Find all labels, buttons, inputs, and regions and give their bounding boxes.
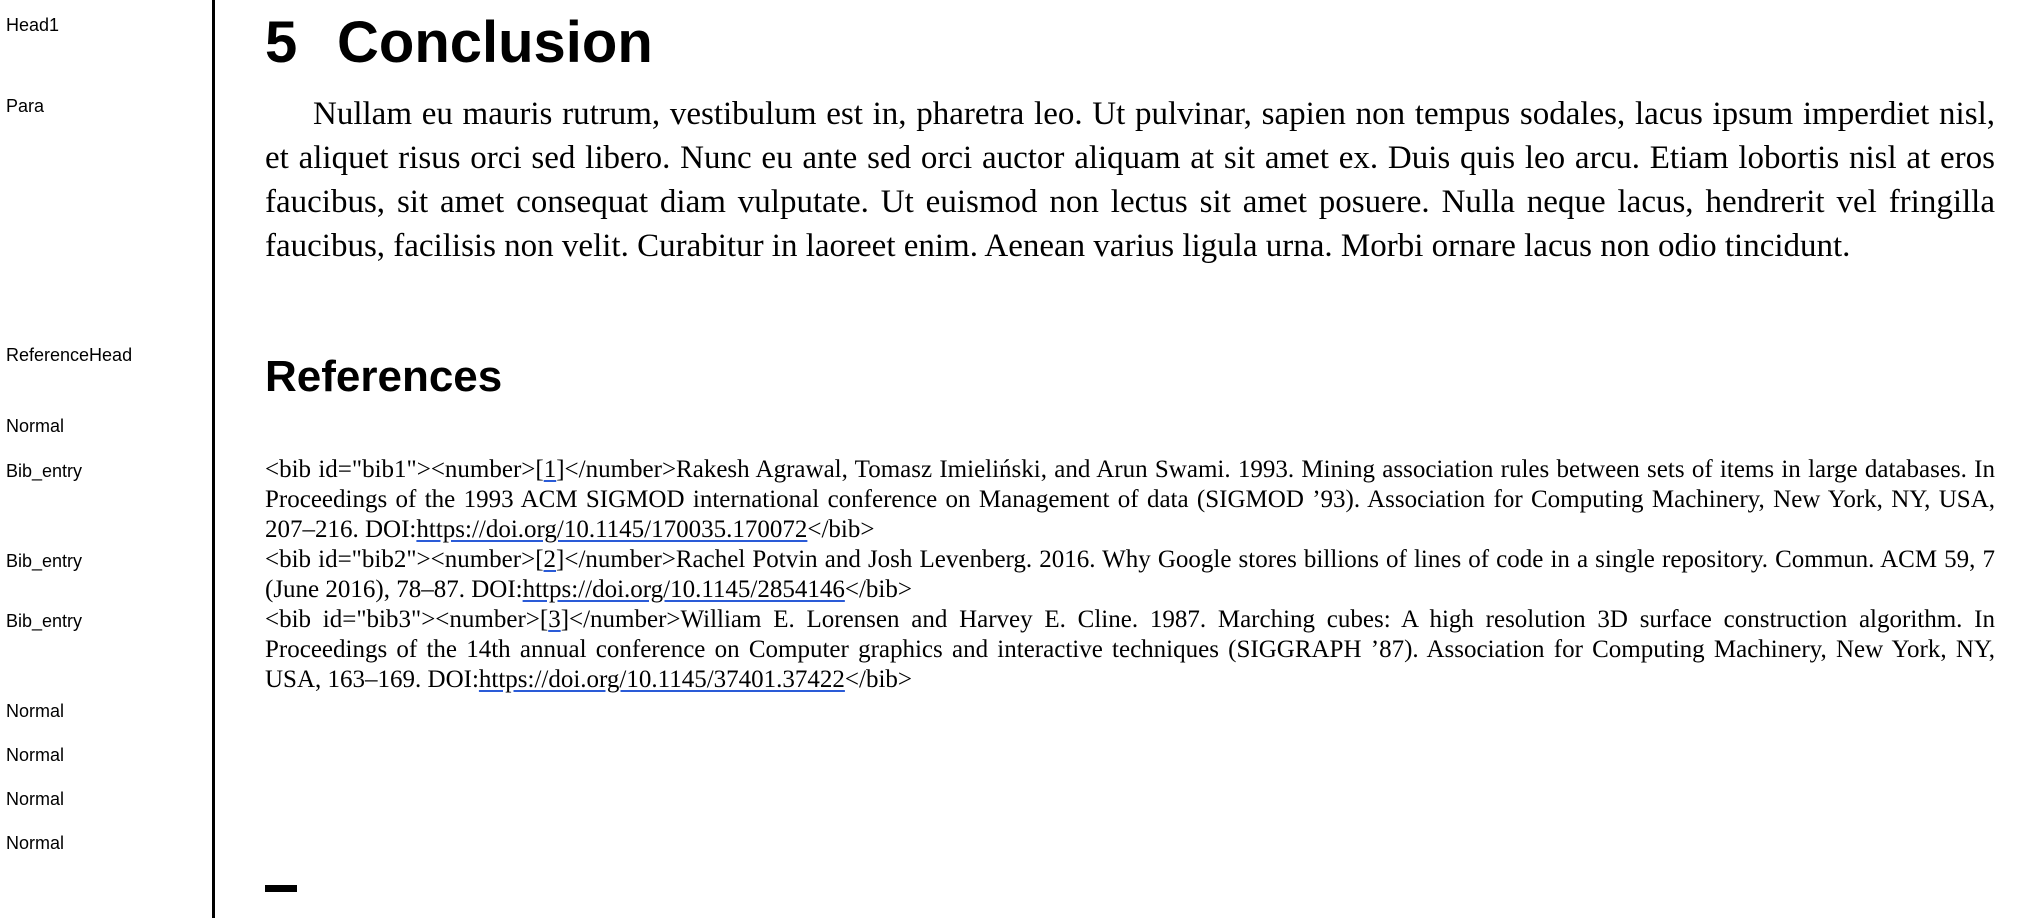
bib-entry-text: ]</number>William E. Lorensen and Harvey E. Cline. 1987. Marching cubes: A high resolution 3D surface construction algorithm. In Proceedings of the 14th annual conference on Computer graphics and interactive techniques (SIGGRAPH ’87). Association for Computing Machinery, New York, NY, USA, 163–169. DOI:	[265, 606, 1995, 693]
style-label-normal[interactable]: Normal	[6, 745, 65, 765]
style-label-referencehead[interactable]: ReferenceHead	[6, 345, 133, 365]
bib-entry-prefix: <bib id="bib2"><number>[	[265, 546, 544, 573]
bib-entry[interactable]	[265, 545, 1995, 605]
style-label-bib-entry[interactable]: Bib_entry	[6, 611, 83, 631]
bib-entry-suffix: </bib>	[844, 576, 912, 603]
style-label-bib-entry[interactable]: Bib_entry	[6, 461, 83, 481]
style-label-head1[interactable]: Head1	[6, 15, 60, 35]
section-title: Conclusion	[337, 10, 653, 75]
doi-link[interactable]: https://doi.org/10.1145/2854146	[522, 576, 845, 603]
bib-entry[interactable]	[265, 455, 1995, 545]
bib-entry-prefix: <bib id="bib3"><number>[	[265, 606, 549, 633]
conclusion-paragraph[interactable]: Nullam eu mauris rutrum, vestibulum est in, pharetra leo. Ut pulvinar, sapien non tempus sodales, lacus ipsum imperdiet nisl, et aliquet risus orci sed libero. Nunc eu ante sed orci auctor aliquam at sit amet ex. Duis quis leo arcu. Etiam lobortis nisl at eros faucibus, sit amet consequat diam vulputate. Ut euismod non lectus sit amet posuere. Nulla neque lacus, hendrerit vel fringilla faucibus, facilisis non velit. Curabitur in laoreet enim. Aenean varius ligula urna. Morbi ornare lacus non odio tincidunt.	[265, 96, 1995, 264]
style-label-normal[interactable]: Normal	[6, 416, 65, 436]
style-label-normal[interactable]: Normal	[6, 701, 65, 721]
bib-number-link[interactable]: 3	[548, 606, 561, 633]
style-area-pane	[0, 0, 212, 918]
bib-number-link[interactable]: 2	[543, 546, 557, 573]
style-label-normal[interactable]: Normal	[6, 833, 65, 853]
document-body[interactable]	[265, 0, 1995, 918]
style-label-para[interactable]: Para	[6, 96, 45, 116]
bib-entry-suffix: </bib>	[807, 516, 875, 543]
bib-entry[interactable]	[265, 605, 1995, 695]
bib-number-link[interactable]: 1	[543, 456, 557, 483]
style-label-normal[interactable]: Normal	[6, 789, 65, 809]
section-number: 5	[265, 10, 298, 75]
references-heading[interactable]: References	[265, 352, 503, 401]
end-of-document-marker	[265, 885, 297, 892]
bib-entry-text: ]</number>Rakesh Agrawal, Tomasz Imieliński, and Arun Swami. 1993. Mining association rules between sets of items in large databases. In Proceedings of the 1993 ACM SIGMOD international conference on Management of data (SIGMOD ’93). Association for Computing Machinery, New York, NY, USA, 207–216. DOI:	[265, 456, 1996, 543]
style-pane-divider[interactable]	[212, 0, 215, 918]
doi-link[interactable]: https://doi.org/10.1145/37401.37422	[478, 666, 845, 693]
style-label-bib-entry[interactable]: Bib_entry	[6, 551, 83, 571]
bib-entry-suffix: </bib>	[844, 666, 912, 693]
doi-link[interactable]: https://doi.org/10.1145/170035.170072	[416, 516, 808, 543]
section-heading[interactable]	[265, 8, 653, 78]
bib-entry-text: ]</number>Rachel Potvin and Josh Levenberg. 2016. Why Google stores billions of lines of code in a single repository. Commun. ACM 59, 7 (June 2016), 78–87. DOI:	[265, 546, 1995, 603]
bib-entry-prefix: <bib id="bib1"><number>[	[265, 456, 544, 483]
